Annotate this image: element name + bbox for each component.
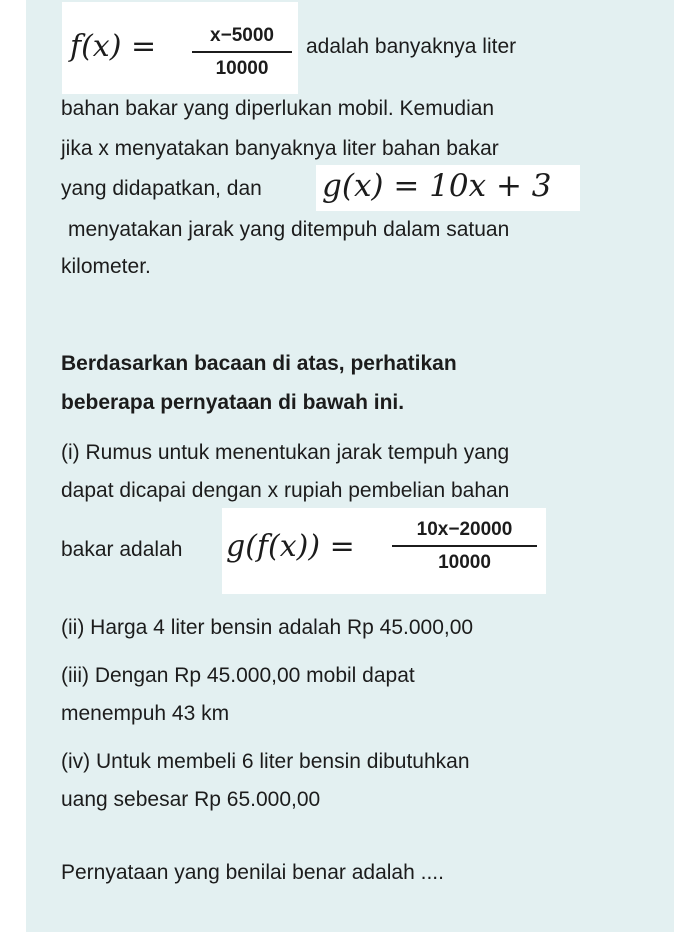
gfx-formula-numerator: 10x−20000 xyxy=(416,519,513,540)
statement-ii: (ii) Harga 4 liter bensin adalah Rp 45.000,00 xyxy=(61,616,474,639)
prompt-line2: beberapa pernyataan di bawah ini. xyxy=(61,391,405,414)
gfx-formula-lhs: g(f(x)) = xyxy=(226,529,355,564)
intro-line3: jika x menyatakan banyaknya liter bahan bakar xyxy=(61,137,499,160)
fraction-bar xyxy=(392,545,537,547)
gfx-formula-fraction xyxy=(392,520,537,572)
f-formula-lhs: f(x) = xyxy=(70,29,157,64)
f-formula-numerator: x−5000 xyxy=(210,25,274,46)
intro-line1-suffix: adalah banyaknya liter xyxy=(306,35,517,58)
intro-line4-prefix: yang didapatkan, dan xyxy=(61,177,262,200)
statement-i-line1: (i) Rumus untuk menentukan jarak tempuh yang xyxy=(61,441,510,464)
statement-iv-line2: uang sebesar Rp 65.000,00 xyxy=(61,788,321,811)
g-formula-box xyxy=(316,165,580,211)
statement-i-line3-prefix: bakar adalah xyxy=(61,538,183,561)
statement-iii-line1: (iii) Dengan Rp 45.000,00 mobil dapat xyxy=(61,664,415,687)
gfx-formula-box xyxy=(222,508,546,594)
intro-line5: menyatakan jarak yang ditempuh dalam satuan xyxy=(68,218,510,241)
g-formula: g(x) = 10x + 3 xyxy=(322,168,552,204)
statement-iii-line2: menempuh 43 km xyxy=(61,702,230,725)
f-formula-box xyxy=(62,2,298,94)
statement-iv-line1: (iv) Untuk membeli 6 liter bensin dibutuhkan xyxy=(61,750,470,773)
f-formula-fraction xyxy=(192,26,292,78)
intro-line2: bahan bakar yang diperlukan mobil. Kemudian xyxy=(61,97,495,120)
gfx-formula-denominator: 10000 xyxy=(438,552,491,573)
intro-line6: kilometer. xyxy=(61,255,151,278)
prompt-line1: Berdasarkan bacaan di atas, perhatikan xyxy=(61,352,457,375)
f-formula-denominator: 10000 xyxy=(215,58,269,79)
question-text: Pernyataan yang benilai benar adalah .... xyxy=(61,861,444,884)
fraction-bar xyxy=(192,51,292,53)
statement-i-line2: dapat dicapai dengan x rupiah pembelian bahan xyxy=(61,479,510,502)
